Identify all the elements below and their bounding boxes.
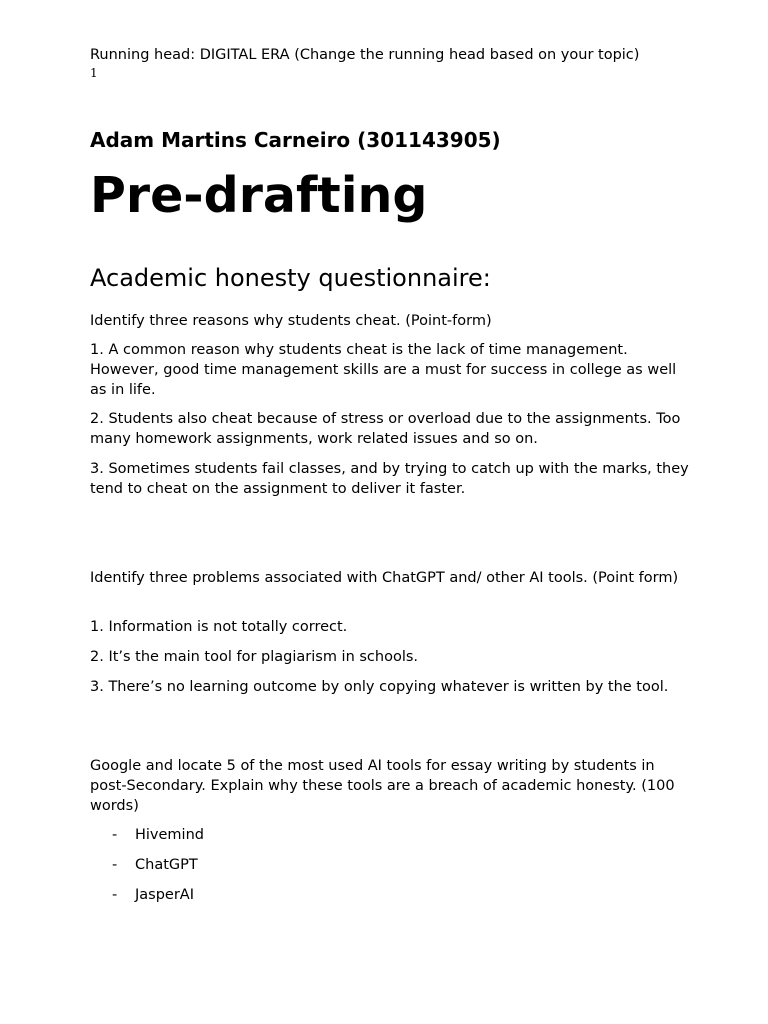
running-head: Running head: DIGITAL ERA (Change the running head based on your topic)	[90, 47, 640, 63]
list-item	[112, 855, 198, 875]
tool-name: Hivemind	[135, 827, 204, 843]
answer-item: 1. Information is not totally correct.	[90, 619, 348, 635]
answer-item: 1. A common reason why students cheat is the lack of time management. However, good time management skills are a must for success in college as well as in life.	[90, 342, 677, 398]
author-name: Adam Martins Carneiro (301143905)	[90, 128, 501, 152]
question-prompt-3: Google and locate 5 of the most used AI tools for essay writing by students in post-Secondary. Explain why these tools are a breach of academic honesty. (100 words)	[90, 758, 675, 814]
answer-item: 2. Students also cheat because of stress or overload due to the assignments. Too many homework assignments, work related issues and so on.	[90, 411, 681, 447]
bullet-dash: -	[112, 887, 118, 903]
answer-item: 3. Sometimes students fail classes, and by trying to catch up with the marks, they tend to cheat on the assignment to deliver it faster.	[90, 461, 689, 497]
list-item	[112, 885, 194, 905]
question-prompt-1: Identify three reasons why students cheat. (Point-form)	[90, 313, 492, 329]
list-item	[112, 825, 204, 845]
bullet-dash: -	[112, 857, 118, 873]
bullet-dash: -	[112, 827, 118, 843]
page-number: 1	[90, 66, 98, 80]
tool-name: JasperAI	[135, 887, 194, 903]
answer-item: 2. It’s the main tool for plagiarism in schools.	[90, 649, 419, 665]
section-heading: Academic honesty questionnaire:	[90, 264, 491, 292]
tool-name: ChatGPT	[135, 857, 198, 873]
question-prompt-2: Identify three problems associated with ChatGPT and/ other AI tools. (Point form)	[90, 570, 679, 586]
page-title: Pre-drafting	[90, 167, 428, 224]
answer-item: 3. There’s no learning outcome by only copying whatever is written by the tool.	[90, 679, 669, 695]
